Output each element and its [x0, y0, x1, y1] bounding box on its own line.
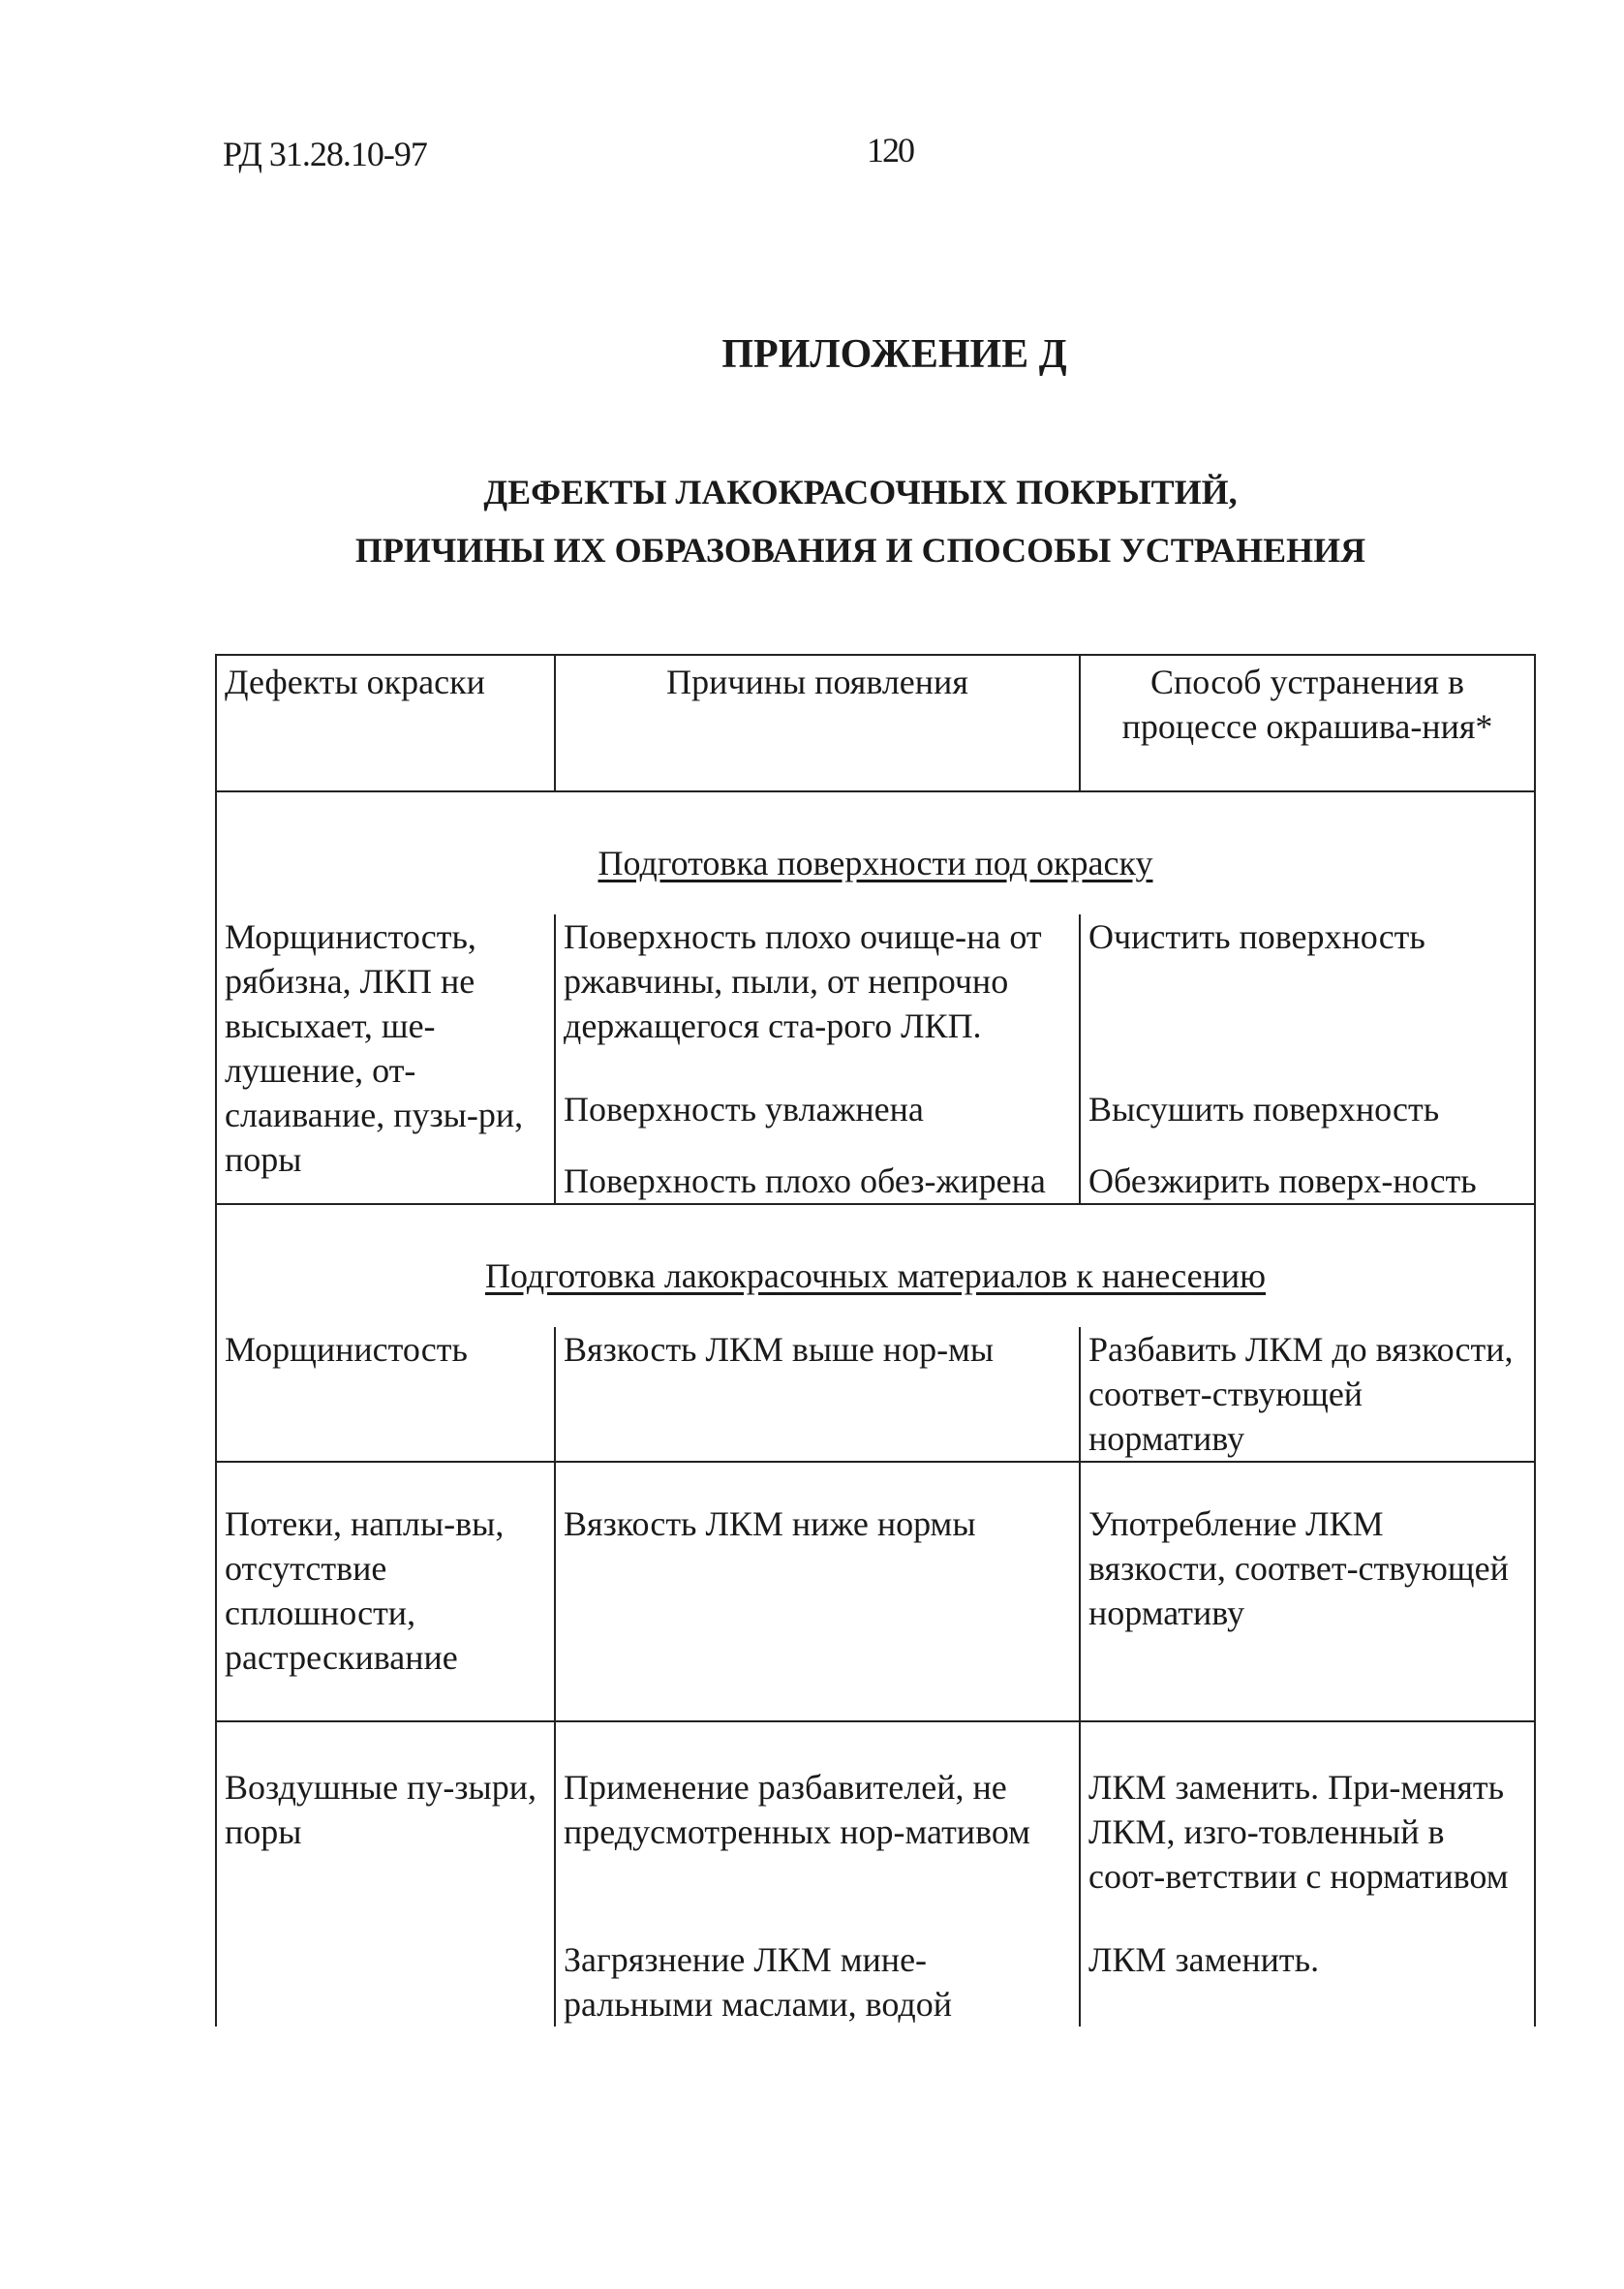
- spacer-cell: [555, 1131, 1080, 1159]
- title-line-1: ДЕФЕКТЫ ЛАКОКРАСОЧНЫХ ПОКРЫТИЙ,: [483, 473, 1238, 511]
- spacer-cell: [1080, 1899, 1535, 1937]
- cause-cell: Поверхность увлажнена: [555, 1087, 1080, 1131]
- cause-cell: Поверхность плохо очище-на от ржавчины, пыли, от непрочно держащегося ста-рого ЛКП.: [555, 914, 1080, 1048]
- defect-cell: Морщинистость: [216, 1327, 555, 1462]
- table-row: [216, 1721, 1535, 1899]
- table-header-row: [216, 655, 1535, 791]
- document-code: РД 31.28.10-97: [223, 135, 427, 173]
- spacer-cell: [555, 1048, 1080, 1087]
- remedy-cell: Разбавить ЛКМ до вязкости, соответ-ствующей нормативу: [1080, 1327, 1535, 1462]
- section-header-material-prep: [216, 1204, 1535, 1327]
- cause-cell: Применение разбавителей, не предусмотренных нор-мативом: [555, 1721, 1080, 1899]
- column-header-causes: Причины появления: [555, 655, 1080, 791]
- spacer-cell: [555, 1899, 1080, 1937]
- cause-cell: Вязкость ЛКМ ниже нормы: [555, 1462, 1080, 1721]
- spacer-cell: [1080, 1131, 1535, 1159]
- section-label: Подготовка лакокрасочных материалов к нанесению: [484, 1256, 1267, 1295]
- title-line-2: ПРИЧИНЫ ИХ ОБРАЗОВАНИЯ И СПОСОБЫ УСТРАНЕНИЯ: [354, 531, 1366, 570]
- section-header-surface-prep: [216, 791, 1535, 914]
- remedy-cell: Употребление ЛКМ вязкости, соответ-ствующей нормативу: [1080, 1462, 1535, 1721]
- cause-cell: Поверхность плохо обез-жирена: [555, 1159, 1080, 1204]
- document-title: [0, 463, 1624, 579]
- defects-table: [215, 654, 1536, 2026]
- defect-cell: Воздушные пу-зыри, поры: [216, 1721, 555, 2026]
- page-number: 120: [867, 131, 913, 170]
- defect-cell: Морщинистость, рябизна, ЛКП не высыхает, ше-лушение, от-слаивание, пузы-ри, поры: [216, 914, 555, 1204]
- cause-cell: Вязкость ЛКМ выше нор-мы: [555, 1327, 1080, 1462]
- remedy-cell: Высушить поверхность: [1080, 1087, 1535, 1131]
- table-row: [216, 1462, 1535, 1721]
- appendix-title: ПРИЛОЖЕНИЕ Д: [721, 332, 1067, 377]
- remedy-cell: Очистить поверхность: [1080, 914, 1535, 1048]
- remedy-cell: Обезжирить поверх-ность: [1080, 1159, 1535, 1204]
- remedy-cell: ЛКМ заменить.: [1080, 1937, 1535, 2026]
- column-header-defects: Дефекты окраски: [216, 655, 555, 791]
- column-header-remedy: Способ устранения в процессе окрашива-ния*: [1080, 655, 1535, 791]
- section-label: Подготовка поверхности под окраску: [598, 844, 1153, 882]
- section-header-cell: [216, 1204, 1535, 1327]
- table-row: [216, 914, 1535, 1048]
- table-row: [216, 1327, 1535, 1462]
- remedy-cell: ЛКМ заменить. При-менять ЛКМ, изго-товленный в соот-ветствии с нормативом: [1080, 1721, 1535, 1899]
- cause-cell: Загрязнение ЛКМ мине-ральными маслами, водой: [555, 1937, 1080, 2026]
- defect-cell: Потеки, наплы-вы, отсутствие сплошности, растрескивание: [216, 1462, 555, 1721]
- spacer-cell: [1080, 1048, 1535, 1087]
- section-header-cell: [216, 791, 1535, 914]
